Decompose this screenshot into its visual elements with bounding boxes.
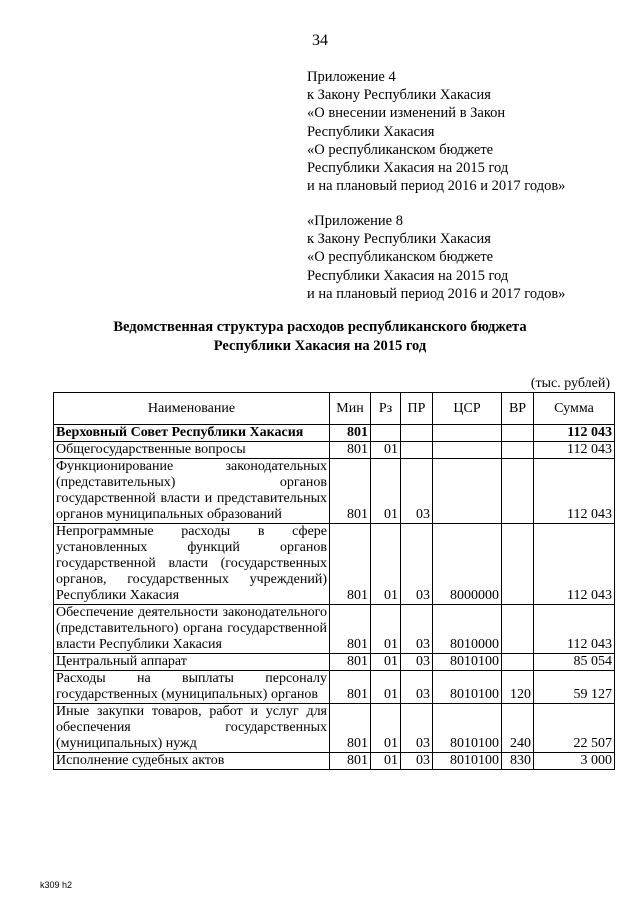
row-pr: 03 bbox=[401, 605, 433, 654]
row-pr: 03 bbox=[401, 654, 433, 671]
row-csr: 8010100 bbox=[433, 753, 502, 770]
row-sum: 112 043 bbox=[534, 524, 615, 605]
appendix-line: и на плановый период 2016 и 2017 годов» bbox=[307, 178, 566, 195]
row-name: Функционирование законодательных (представительных) органов государственной власти и представительных органов муниципальных образований bbox=[54, 459, 330, 524]
row-sum: 112 043 bbox=[534, 605, 615, 654]
row-rz: 01 bbox=[371, 753, 401, 770]
row-rz: 01 bbox=[371, 459, 401, 524]
row-min: 801 bbox=[330, 425, 371, 442]
row-rz bbox=[371, 425, 401, 442]
row-csr: 8010100 bbox=[433, 671, 502, 704]
row-rz: 01 bbox=[371, 605, 401, 654]
row-pr: 03 bbox=[401, 459, 433, 524]
row-sum: 3 000 bbox=[534, 753, 615, 770]
document-title bbox=[0, 318, 640, 356]
row-name: Обеспечение деятельности законодательного (представительного) органа государственной власти Республики Хакасия bbox=[54, 605, 330, 654]
row-sum: 59 127 bbox=[534, 671, 615, 704]
table-row bbox=[54, 442, 615, 459]
row-vr: 240 bbox=[502, 704, 534, 753]
row-pr: 03 bbox=[401, 671, 433, 704]
row-rz: 01 bbox=[371, 671, 401, 704]
appendix-original-header bbox=[307, 212, 565, 303]
row-csr: 8010100 bbox=[433, 654, 502, 671]
table-row bbox=[54, 753, 615, 770]
row-min: 801 bbox=[330, 442, 371, 459]
row-sum: 112 043 bbox=[534, 425, 615, 442]
row-min: 801 bbox=[330, 753, 371, 770]
row-vr bbox=[502, 425, 534, 442]
row-vr bbox=[502, 524, 534, 605]
row-rz: 01 bbox=[371, 442, 401, 459]
row-pr: 03 bbox=[401, 704, 433, 753]
row-vr bbox=[502, 605, 534, 654]
title-line: Республики Хакасия на 2015 год bbox=[213, 338, 427, 354]
column-header-min: Мин bbox=[330, 393, 371, 425]
row-min: 801 bbox=[330, 459, 371, 524]
table-row bbox=[54, 704, 615, 753]
row-min: 801 bbox=[330, 605, 371, 654]
row-pr: 03 bbox=[401, 524, 433, 605]
title-line: Ведомственная структура расходов республиканского бюджета bbox=[113, 319, 527, 335]
appendix-line: Республики Хакасия на 2015 год bbox=[307, 160, 509, 177]
row-vr bbox=[502, 459, 534, 524]
row-csr bbox=[433, 425, 502, 442]
table-row bbox=[54, 459, 615, 524]
row-name: Расходы на выплаты персоналу государственных (муниципальных) органов bbox=[54, 671, 330, 704]
table-row bbox=[54, 605, 615, 654]
row-vr bbox=[502, 654, 534, 671]
appendix-line: Республики Хакасия bbox=[307, 123, 435, 140]
appendix-line: «Приложение 8 bbox=[307, 213, 403, 229]
row-name: Непрограммные расходы в сфере установленных функций органов государственной власти (государственных органов, государственных учреждений) Республики Хакасия bbox=[54, 524, 330, 605]
column-header-pr: ПР bbox=[401, 393, 433, 425]
units-label: (тыс. рублей) bbox=[530, 376, 610, 391]
appendix-line: Приложение 4 bbox=[307, 69, 396, 85]
table-header-row bbox=[54, 393, 615, 425]
row-name: Общегосударственные вопросы bbox=[54, 442, 330, 459]
column-header-vr: ВР bbox=[502, 393, 534, 425]
row-vr bbox=[502, 442, 534, 459]
row-rz: 01 bbox=[371, 524, 401, 605]
row-csr bbox=[433, 442, 502, 459]
row-min: 801 bbox=[330, 671, 371, 704]
appendix-line: к Закону Республики Хакасия bbox=[307, 87, 491, 104]
row-name: Центральный аппарат bbox=[54, 654, 330, 671]
row-sum: 85 054 bbox=[534, 654, 615, 671]
row-pr bbox=[401, 442, 433, 459]
row-rz: 01 bbox=[371, 704, 401, 753]
row-csr: 8000000 bbox=[433, 524, 502, 605]
row-sum: 112 043 bbox=[534, 442, 615, 459]
row-sum: 22 507 bbox=[534, 704, 615, 753]
page-number: 34 bbox=[312, 32, 328, 49]
appendix-current-header bbox=[307, 68, 565, 195]
row-name: Верховный Совет Республики Хакасия bbox=[54, 425, 330, 442]
appendix-line: к Закону Республики Хакасия bbox=[307, 231, 491, 248]
table-row bbox=[54, 425, 615, 442]
table-row bbox=[54, 524, 615, 605]
column-header-name: Наименование bbox=[54, 393, 330, 425]
footer-code: k309 h2 bbox=[40, 880, 73, 890]
table-row bbox=[54, 671, 615, 704]
appendix-line: и на плановый период 2016 и 2017 годов» bbox=[307, 285, 566, 302]
row-csr: 8010100 bbox=[433, 704, 502, 753]
row-name: Исполнение судебных актов bbox=[54, 753, 330, 770]
row-sum: 112 043 bbox=[534, 459, 615, 524]
row-min: 801 bbox=[330, 654, 371, 671]
row-min: 801 bbox=[330, 704, 371, 753]
column-header-sum: Сумма bbox=[534, 393, 615, 425]
column-header-csr: ЦСР bbox=[433, 393, 502, 425]
appendix-line: «О республиканском бюджете bbox=[307, 249, 494, 266]
row-csr bbox=[433, 459, 502, 524]
appendix-line: «О республиканском бюджете bbox=[307, 141, 494, 158]
row-min: 801 bbox=[330, 524, 371, 605]
row-name: Иные закупки товаров, работ и услуг для обеспечения государственных (муниципальных) нужд bbox=[54, 704, 330, 753]
row-pr bbox=[401, 425, 433, 442]
column-header-rz: Рз bbox=[371, 393, 401, 425]
budget-table bbox=[53, 392, 615, 770]
row-vr: 120 bbox=[502, 671, 534, 704]
table-row bbox=[54, 654, 615, 671]
row-vr: 830 bbox=[502, 753, 534, 770]
row-csr: 8010000 bbox=[433, 605, 502, 654]
appendix-line: «О внесении изменений в Закон bbox=[307, 105, 506, 122]
appendix-line: Республики Хакасия на 2015 год bbox=[307, 267, 509, 284]
row-pr: 03 bbox=[401, 753, 433, 770]
row-rz: 01 bbox=[371, 654, 401, 671]
